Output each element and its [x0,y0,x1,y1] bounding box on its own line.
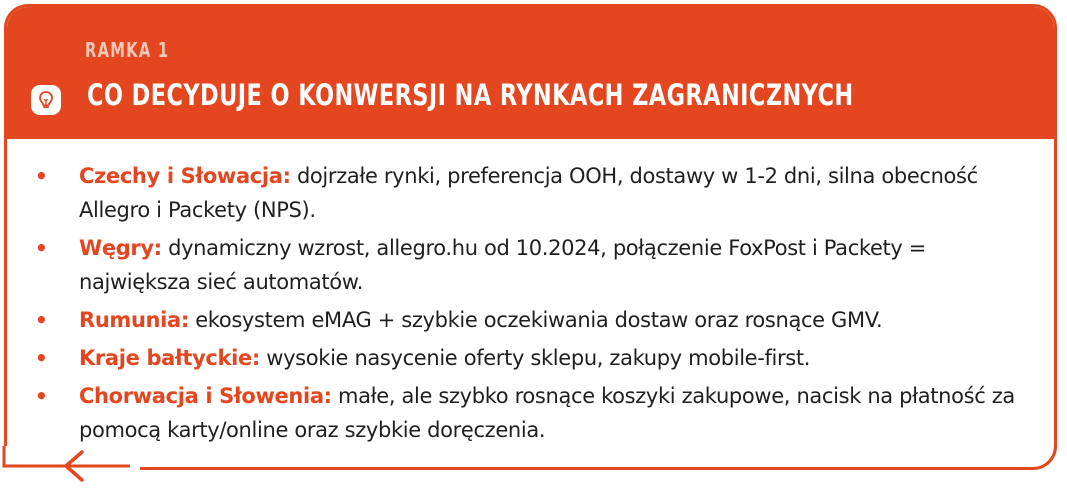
list-item [7,303,1054,337]
item-text: wysokie nasycenie oferty sklepu, zakupy mobile-first. [259,346,811,370]
item-key: Węgry: [79,236,162,260]
item-text: ekosystem eMAG + szybkie oczekiwania dostaw oraz rosnące GMV. [188,308,883,332]
bullet: • [35,236,48,260]
list-item [7,231,1054,299]
info-box-header [7,7,1054,139]
list-item [7,379,1054,447]
item-text: dojrzałe rynki, preferencja OOH, dostawy w 1-2 dni, silna obecność Allegro i Packety (NPS). [79,164,978,222]
list-item [7,159,1054,227]
bullet: • [35,384,48,408]
lightbulb-icon [31,85,61,115]
bullet: • [35,346,48,370]
market-list [7,159,1054,451]
item-text: dynamiczny wzrost, allegro.hu od 10.2024, połączenie FoxPost i Packety = największa sieć automatów. [79,236,927,294]
box-label: RAMKA 1 [85,38,170,62]
item-key: Rumunia: [79,308,189,332]
box-title: CO DECYDUJE O KONWERSJI NA RYNKACH ZAGRANICZNYCH [87,78,854,112]
item-key: Czechy i Słowacja: [79,164,291,188]
item-text: małe, ale szybko rosnące koszyki zakupowe, nacisk na płatność za pomocą karty/online oraz szybkie doręczenia. [79,384,1015,442]
info-box [4,4,1057,470]
item-key: Chorwacja i Słowenia: [79,384,332,408]
bullet: • [35,164,48,188]
item-key: Kraje bałtyckie: [79,346,260,370]
bullet: • [35,308,48,332]
arrow-left-icon[interactable] [0,446,140,492]
list-item [7,341,1054,375]
